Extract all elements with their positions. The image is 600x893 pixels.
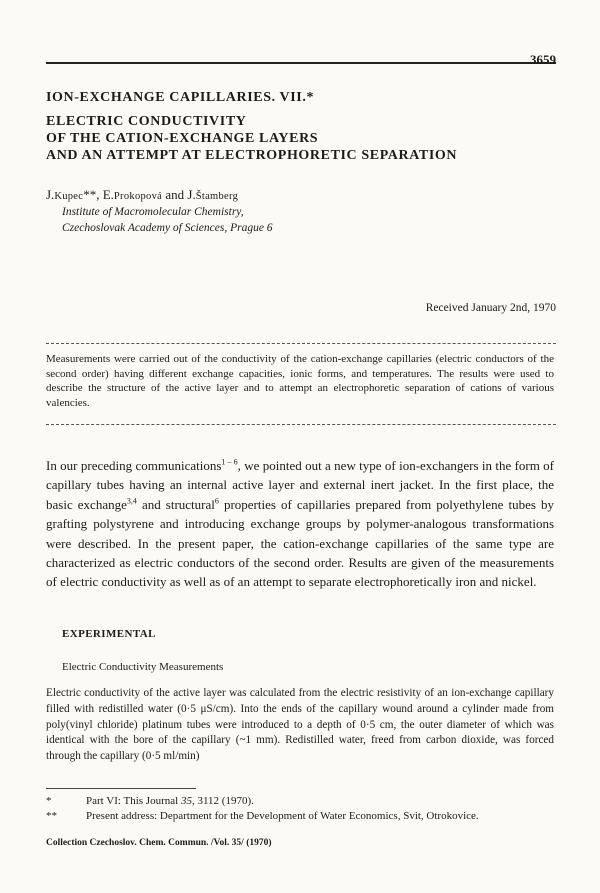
author-2: E.Prokopová [102,187,163,202]
article-title-line-2: OF THE CATION-EXCHANGE LAYERS [46,131,319,146]
author-conjunction: and [165,187,185,202]
subsection-heading: Electric Conductivity Measurements [62,661,224,673]
article-title-line-1: ELECTRIC CONDUCTIVITY [46,114,247,129]
section-heading-experimental: EXPERIMENTAL [62,628,156,640]
abstract-bottom-rule [46,424,556,425]
abstract-top-rule [46,343,556,344]
article-series-title: ION-EXCHANGE CAPILLARIES. VII.* [46,90,315,105]
footnote-marker: ** [46,810,57,822]
experimental-paragraph: Electric conductivity of the active layer was calculated from the electric resistivity of an ion-exchange capillary filled with redistilled water (0·5 μS/cm). Into the ends of the capillary wound around a cylinder made from poly(vinyl chloride) platinum tubes were introduced to a depth of 0·5 cm, the outer diameter of which was identical with the bore of the capillary (~1 mm). Redistilled water, freed from carbon dioxide, was forced through the capillary (0·5 ml/min) [46,687,554,763]
citation-superscript: 6 [214,496,219,506]
author-line [46,187,238,203]
abstract: Measurements were carried out of the conductivity of the cation-exchange capillaries (electric conductors of the second order) having different exchange capacities, ionic forms, and temperatures. The results were used to describe the structure of the active layer and to attempt an electrophoretic separation of cations of various valencies. [46,353,554,409]
citation-superscript: 3,4 [126,496,137,506]
header-rule [46,62,556,64]
journal-citation-footer: Collection Czechoslov. Chem. Commun. /Vol. 35/ (1970) [46,838,272,848]
footnote-marker: * [46,795,52,807]
author-1: J.Kupec**, [46,187,100,202]
footnote-1: * Part VI: This Journal 35, 3112 (1970). [46,795,254,807]
footnote-rule [46,788,196,789]
article-title-line-3: AND AN ATTEMPT AT ELECTROPHORETIC SEPARATION [46,148,458,163]
citation-superscript: 1 – 6 [221,457,238,467]
received-date: Received January 2nd, 1970 [425,302,556,314]
affiliation-line-2: Czechoslovak Academy of Sciences, Prague 6 [62,222,273,234]
page-number: 3659 [530,52,556,67]
introduction-paragraph: In our preceding communications$^{1 - 6}$, we pointed out a new type of ion-exchangers in the form of capillary tubes having an internal active layer and external inert jacket. In the first place, the basic exchange$^{3,4}$ and structural$^6$ properties of capillaries prepared from polyethylene tubes by grafting polystyrene and introducing exchange groups by polymer-analogous transformations were described. In the present paper, the cation-exchange capillaries of the same type are characterized as electric conductors of the second order. Results are given of the measurements of electric conductivity as well as of an attempt to separate electrophoretically iron and nickel. [46,457,555,590]
affiliation-line-1: Institute of Macromolecular Chemistry, [62,206,244,218]
footnote-2: ** Present address: Department for the Development of Water Economics, Svit, Otrokovice. [46,810,479,822]
author-3: J.Štamberg [187,187,239,202]
